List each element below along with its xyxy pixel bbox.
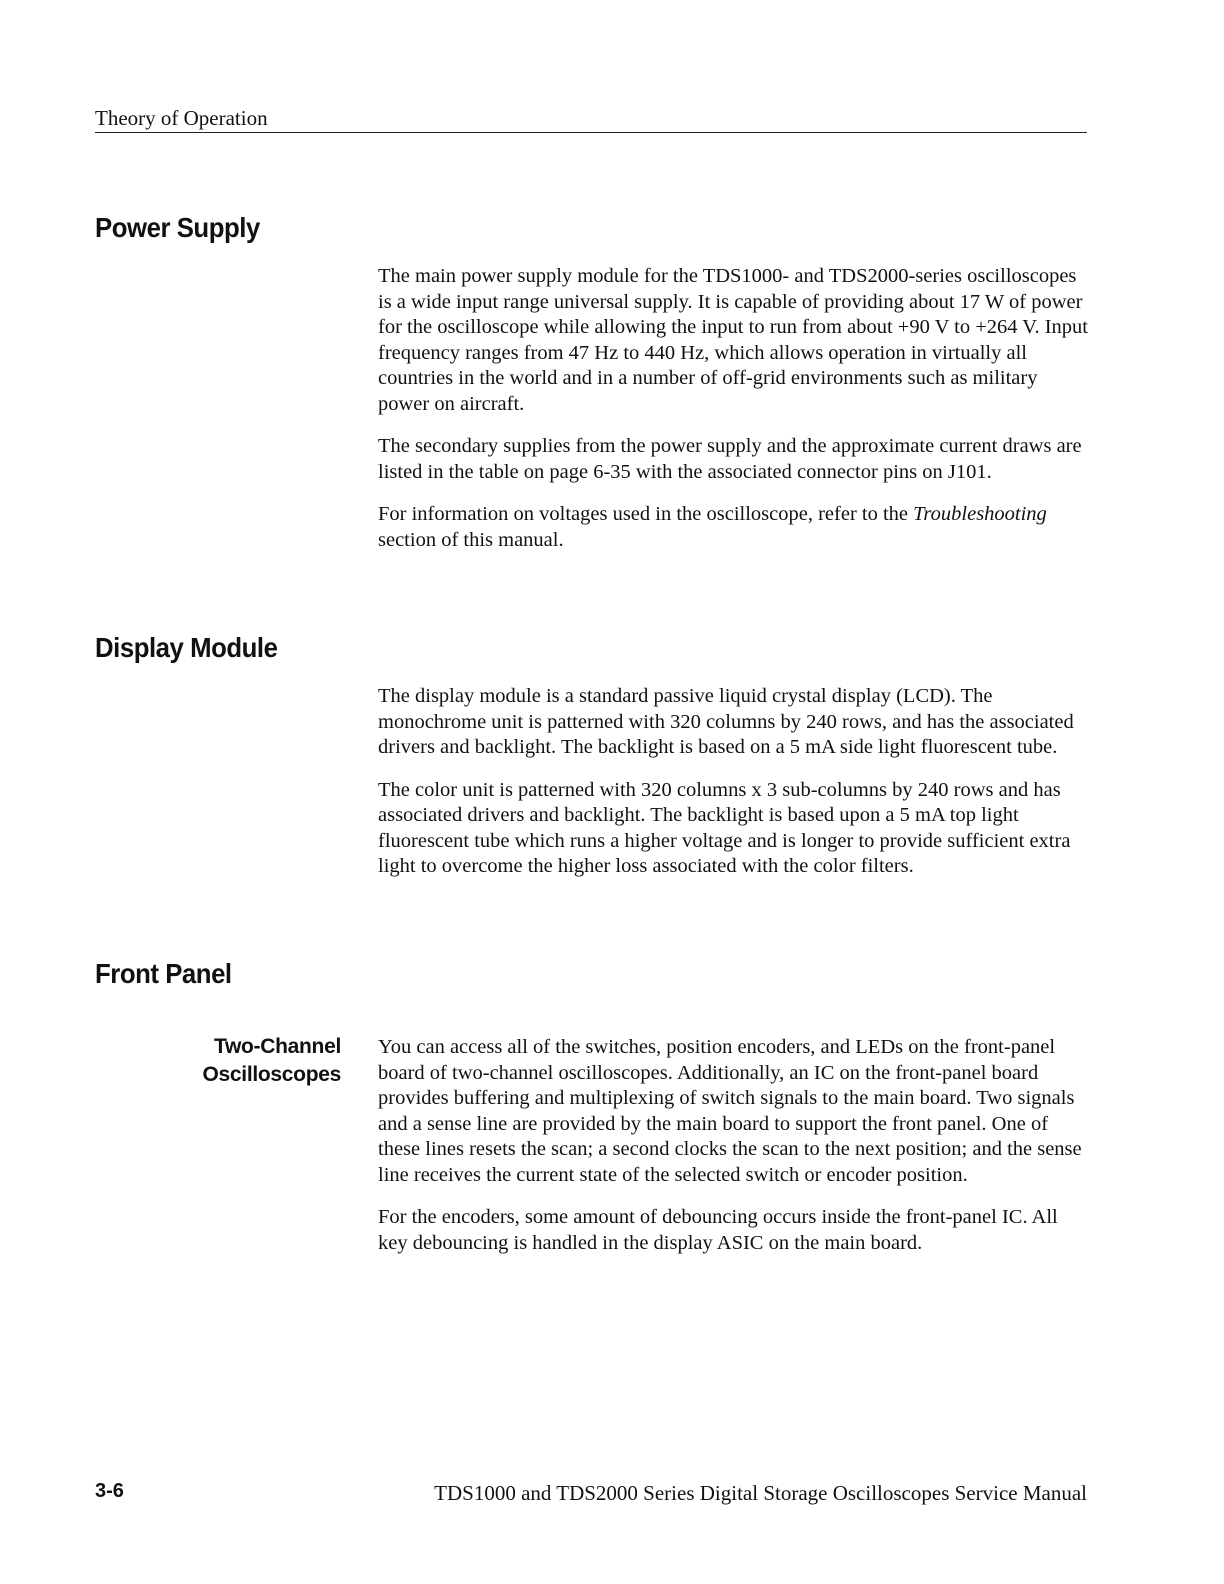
- paragraph: The secondary supplies from the power supply and the approximate current draws are listed in the table on page 6-35 with the associated connector pins on J101.: [378, 435, 1082, 483]
- page-number: 3-6: [95, 1480, 124, 1502]
- subheading-line: Oscilloscopes: [202, 1063, 341, 1086]
- section-heading-front-panel: Front Panel: [95, 958, 232, 989]
- text-run: For information on voltages used in the oscilloscope, refer to the: [378, 503, 914, 525]
- text-run: section of this manual.: [378, 528, 564, 551]
- manual-title: TDS1000 and TDS2000 Series Digital Storage Oscilloscopes Service Manual: [434, 1481, 1087, 1505]
- paragraph: [378, 502, 1092, 553]
- power-supply-body: [378, 264, 1092, 570]
- display-module-body: [378, 684, 1092, 897]
- front-panel-body: [378, 1035, 1092, 1273]
- subsection-heading-two-channel: [150, 1033, 341, 1089]
- running-header: Theory of Operation: [95, 106, 1087, 133]
- emphasized-reference: Troubleshooting: [913, 503, 1047, 525]
- section-heading-power-supply: Power Supply: [95, 212, 260, 243]
- section-heading-display-module: Display Module: [95, 632, 278, 663]
- paragraph: The color unit is patterned with 320 columns x 3 sub-columns by 240 rows and has associated drivers and backlight. The backlight is based upon a 5 mA top light fluorescent tube which runs a higher voltage and is longer to provide sufficient extra light to overcome the higher loss associated with the color filters.: [378, 778, 1071, 877]
- paragraph: You can access all of the switches, position encoders, and LEDs on the front-panel board of two-channel oscilloscopes. Additionally, an IC on the front-panel board provides buffering and multiplexing of switch signals to the main board. Two signals and a sense line are provided by the main board to support the front panel. One of these lines resets the scan; a second clocks the scan to the next position; and the sense line receives the current state of the selected switch or encoder position.: [378, 1036, 1082, 1186]
- paragraph: The main power supply module for the TDS1000- and TDS2000-series oscilloscopes is a wide input range universal supply. It is capable of providing about 17 W of power for the oscilloscope while allowing the input to run from about +90 V to +264 V. Input frequency ranges from 47 Hz to 440 Hz, which allows operation in virtually all countries in the world and in a number of off-grid environments such as military power on aircraft.: [378, 265, 1088, 415]
- paragraph: The display module is a standard passive liquid crystal display (LCD). The monochrome unit is patterned with 320 columns by 240 rows, and has the associated drivers and backlight. The backlight is based on a 5 mA side light fluorescent tube.: [378, 685, 1074, 758]
- paragraph: For the encoders, some amount of debouncing occurs inside the front-panel IC. All key debouncing is handled in the display ASIC on the main board.: [378, 1206, 1058, 1254]
- subheading-line: Two-Channel: [214, 1035, 341, 1058]
